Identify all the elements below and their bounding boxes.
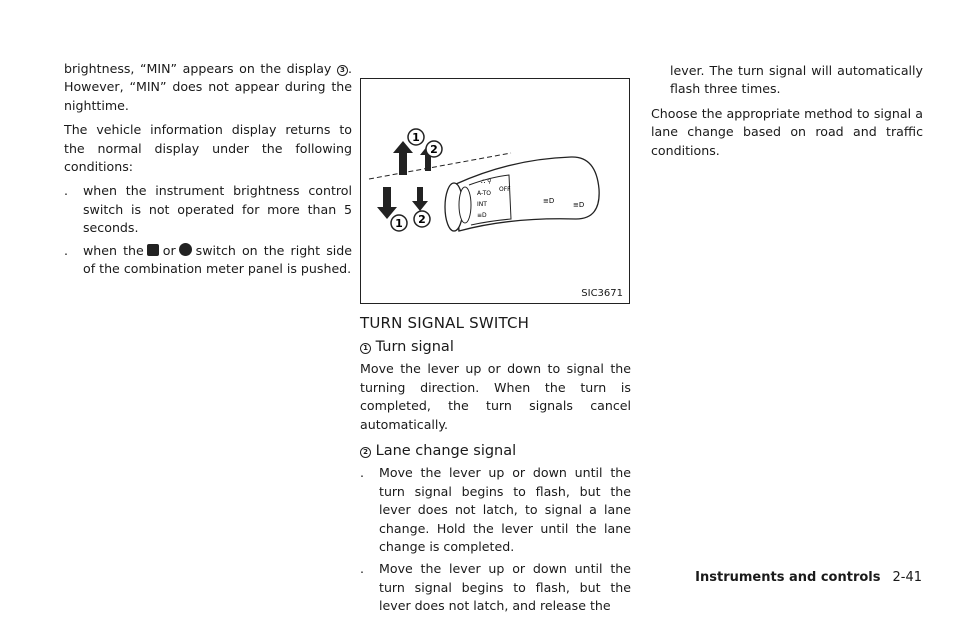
svg-text:A-TO: A-TO [477,190,491,197]
middle-column [360,338,631,620]
callout-2-top: 2 [430,143,438,156]
subheading-lane-change [360,442,631,460]
svg-text:≡D: ≡D [543,197,555,205]
paragraph-turn-signal: Move the lever up or down to signal the turning direction. When the turn is completed, the turn signals cancel automatically. [360,361,631,432]
callout-2-bottom: 2 [418,213,426,226]
list-item: . Move the lever up or down until the turn signal begins to flash, but the lever does not latch, to signal a lane change. Hold the lever until the lane change is completed. [360,465,631,555]
text: Lane change signal [375,443,517,460]
svg-text:INT: INT [477,201,487,208]
left-column [64,60,352,282]
list-item-text: Move the lever up or down until the turn signal begins to flash, but the lever does not latch, and release the [379,561,631,614]
footer-section-title: Instruments and controls [695,570,881,585]
svg-text:≡D: ≡D [573,201,585,209]
text: Turn signal [375,339,454,355]
turn-signal-figure [360,78,630,304]
figure-code: SIC3671 [581,288,623,299]
page-footer [695,570,922,585]
section-heading: TURN SIGNAL SWITCH [360,314,530,332]
circled-number-1: 1 [360,343,371,354]
text: or [162,242,176,258]
list-item: . when the instrument brightness control switch is not operated for more than 5 seconds. [64,183,352,236]
list-item-text: when the [83,242,144,258]
text: brightness, “MIN” appears on the display [64,61,332,76]
paragraph-choose: Choose the appropriate method to signal a lane change based on road and traffic conditions. [651,105,923,158]
list-item-text: Move the lever up or down until the turn signal begins to flash, but the lever does not latch, to signal a lane change. Hold the lever until the lane change is completed. [379,465,631,555]
round-switch-icon [179,243,192,256]
subheading-turn-signal [360,338,631,356]
list-item: . when the or switch on the right side of the combination meter panel is pushed. [64,242,352,277]
turn-signal-lever-illustration [361,79,629,303]
paragraph-continued: lever. The turn signal will automatically flash three times. [670,63,923,97]
square-switch-icon [147,244,159,256]
paragraph-display-min [64,60,352,115]
paragraph-returns: The vehicle information display returns to the normal display under the following conditions: [64,122,352,175]
circled-number-3: 3 [337,65,348,76]
list-item: . Move the lever up or down until the turn signal begins to flash, but the lever does not latch, and release the [360,561,631,614]
svg-text:⛬ ⚲: ⛬ ⚲ [481,178,492,185]
list-item-text: when the instrument brightness control switch is not operated for more than 5 seconds. [83,183,352,236]
callout-1-top: 1 [412,131,420,144]
svg-text:≡D: ≡D [477,212,487,219]
svg-text:OFF: OFF [499,186,511,193]
right-column [651,62,923,166]
callout-1-bottom: 1 [395,217,403,230]
text: . However, “MIN” does not appear during the nighttime. [64,61,352,113]
circled-number-2: 2 [360,447,371,458]
page-number: 2-41 [892,570,922,585]
text: switch on the right side of the combination meter panel is pushed. [83,242,352,277]
